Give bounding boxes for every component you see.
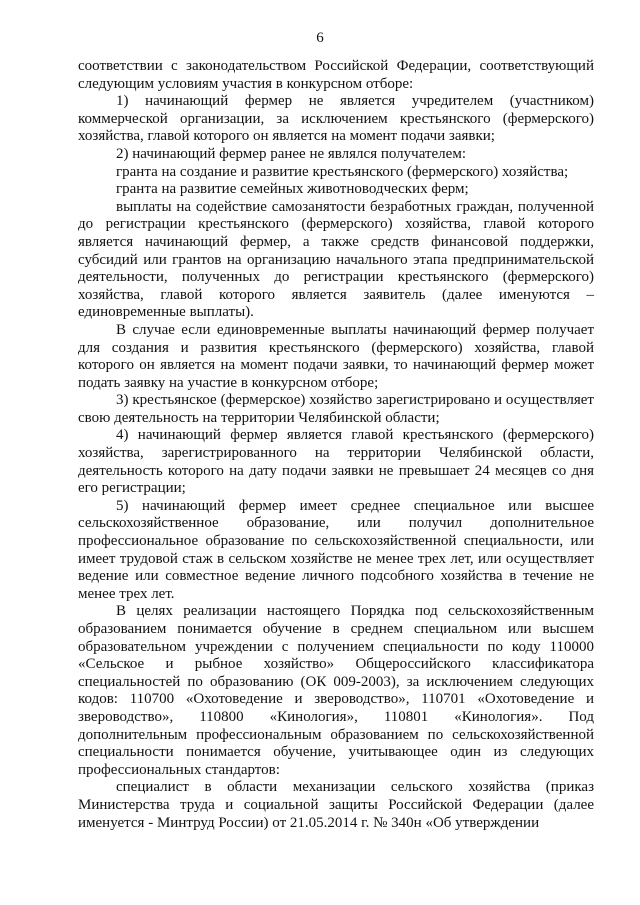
paragraph: 1) начинающий фермер не является учредителем (участником) коммерческой организации, за исключением крестьянского (фермерского) хозяйства, главой которого он является на момент подачи заявки; <box>78 93 594 145</box>
paragraph: специалист в области механизации сельского хозяйства (приказ Министерства труда и социальной защиты Российской Федерации (далее именуется - Минтруд России) от 21.05.2014 г. № 340н «Об утверждении <box>78 779 594 831</box>
paragraph: 5) начинающий фермер имеет среднее специальное или высшее сельскохозяйственное образование, или получил дополнительное профессиональное образование по сельскохозяйственной специальности, или имеет трудовой стаж в сельском хозяйстве не менее трех лет, или осуществляет ведение или совместное ведение личного подсобного хозяйства в течение не менее трех лет. <box>78 497 594 602</box>
paragraph: выплаты на содействие самозанятости безработных граждан, полученной до регистрации крестьянского (фермерского) хозяйства, главой которого является начинающий фермер, а также средств финансовой поддержки, субсидий или грантов на организацию начального этапа предпринимательской деятельности, полученных до регистрации крестьянского (фермерского) хозяйства, главой которого является заявитель (далее именуются – единовременные выплаты). <box>78 198 594 321</box>
document-body <box>78 58 594 832</box>
paragraph: В целях реализации настоящего Порядка под сельскохозяйственным образованием понимается обучение в среднем специальном или высшем образовательном учреждении с получением специальности по коду 110000 «Сельское и рыбное хозяйство» Общероссийского классификатора специальностей по образованию (ОК 009-2003), за исключением следующих кодов: 110700 «Охотоведение и звероводство», 110701 «Охотоведение и звероводство», 110800 «Кинология», 110801 «Кинология». Под дополнительным профессиональным образованием по сельскохозяйственной специальности понимается обучение, учитывающее один из следующих профессиональных стандартов: <box>78 603 594 778</box>
paragraph: соответствии с законодательством Российской Федерации, соответствующий следующим условиям участия в конкурсном отборе: <box>78 58 594 92</box>
paragraph: 2) начинающий фермер ранее не являлся получателем: <box>116 145 466 162</box>
paragraph: 4) начинающий фермер является главой крестьянского (фермерского) хозяйства, зарегистрированного на территории Челябинской области, деятельность которого на дату подачи заявки не превышает 24 месяцев со дня его регистрации; <box>78 427 594 497</box>
paragraph: В случае если единовременные выплаты начинающий фермер получает для создания и развития крестьянского (фермерского) хозяйства, главой которого он является на момент подачи заявки, то начинающий фермер может подать заявку на участие в конкурсном отборе; <box>78 321 594 391</box>
paragraph: гранта на развитие семейных животноводческих ферм; <box>116 181 469 198</box>
page-number: 6 <box>316 30 324 46</box>
paragraph: 3) крестьянское (фермерское) хозяйство зарегистрировано и осуществляет свою деятельность на территории Челябинской области; <box>78 392 594 426</box>
paragraph: гранта на создание и развитие крестьянского (фермерского) хозяйства; <box>116 163 569 180</box>
